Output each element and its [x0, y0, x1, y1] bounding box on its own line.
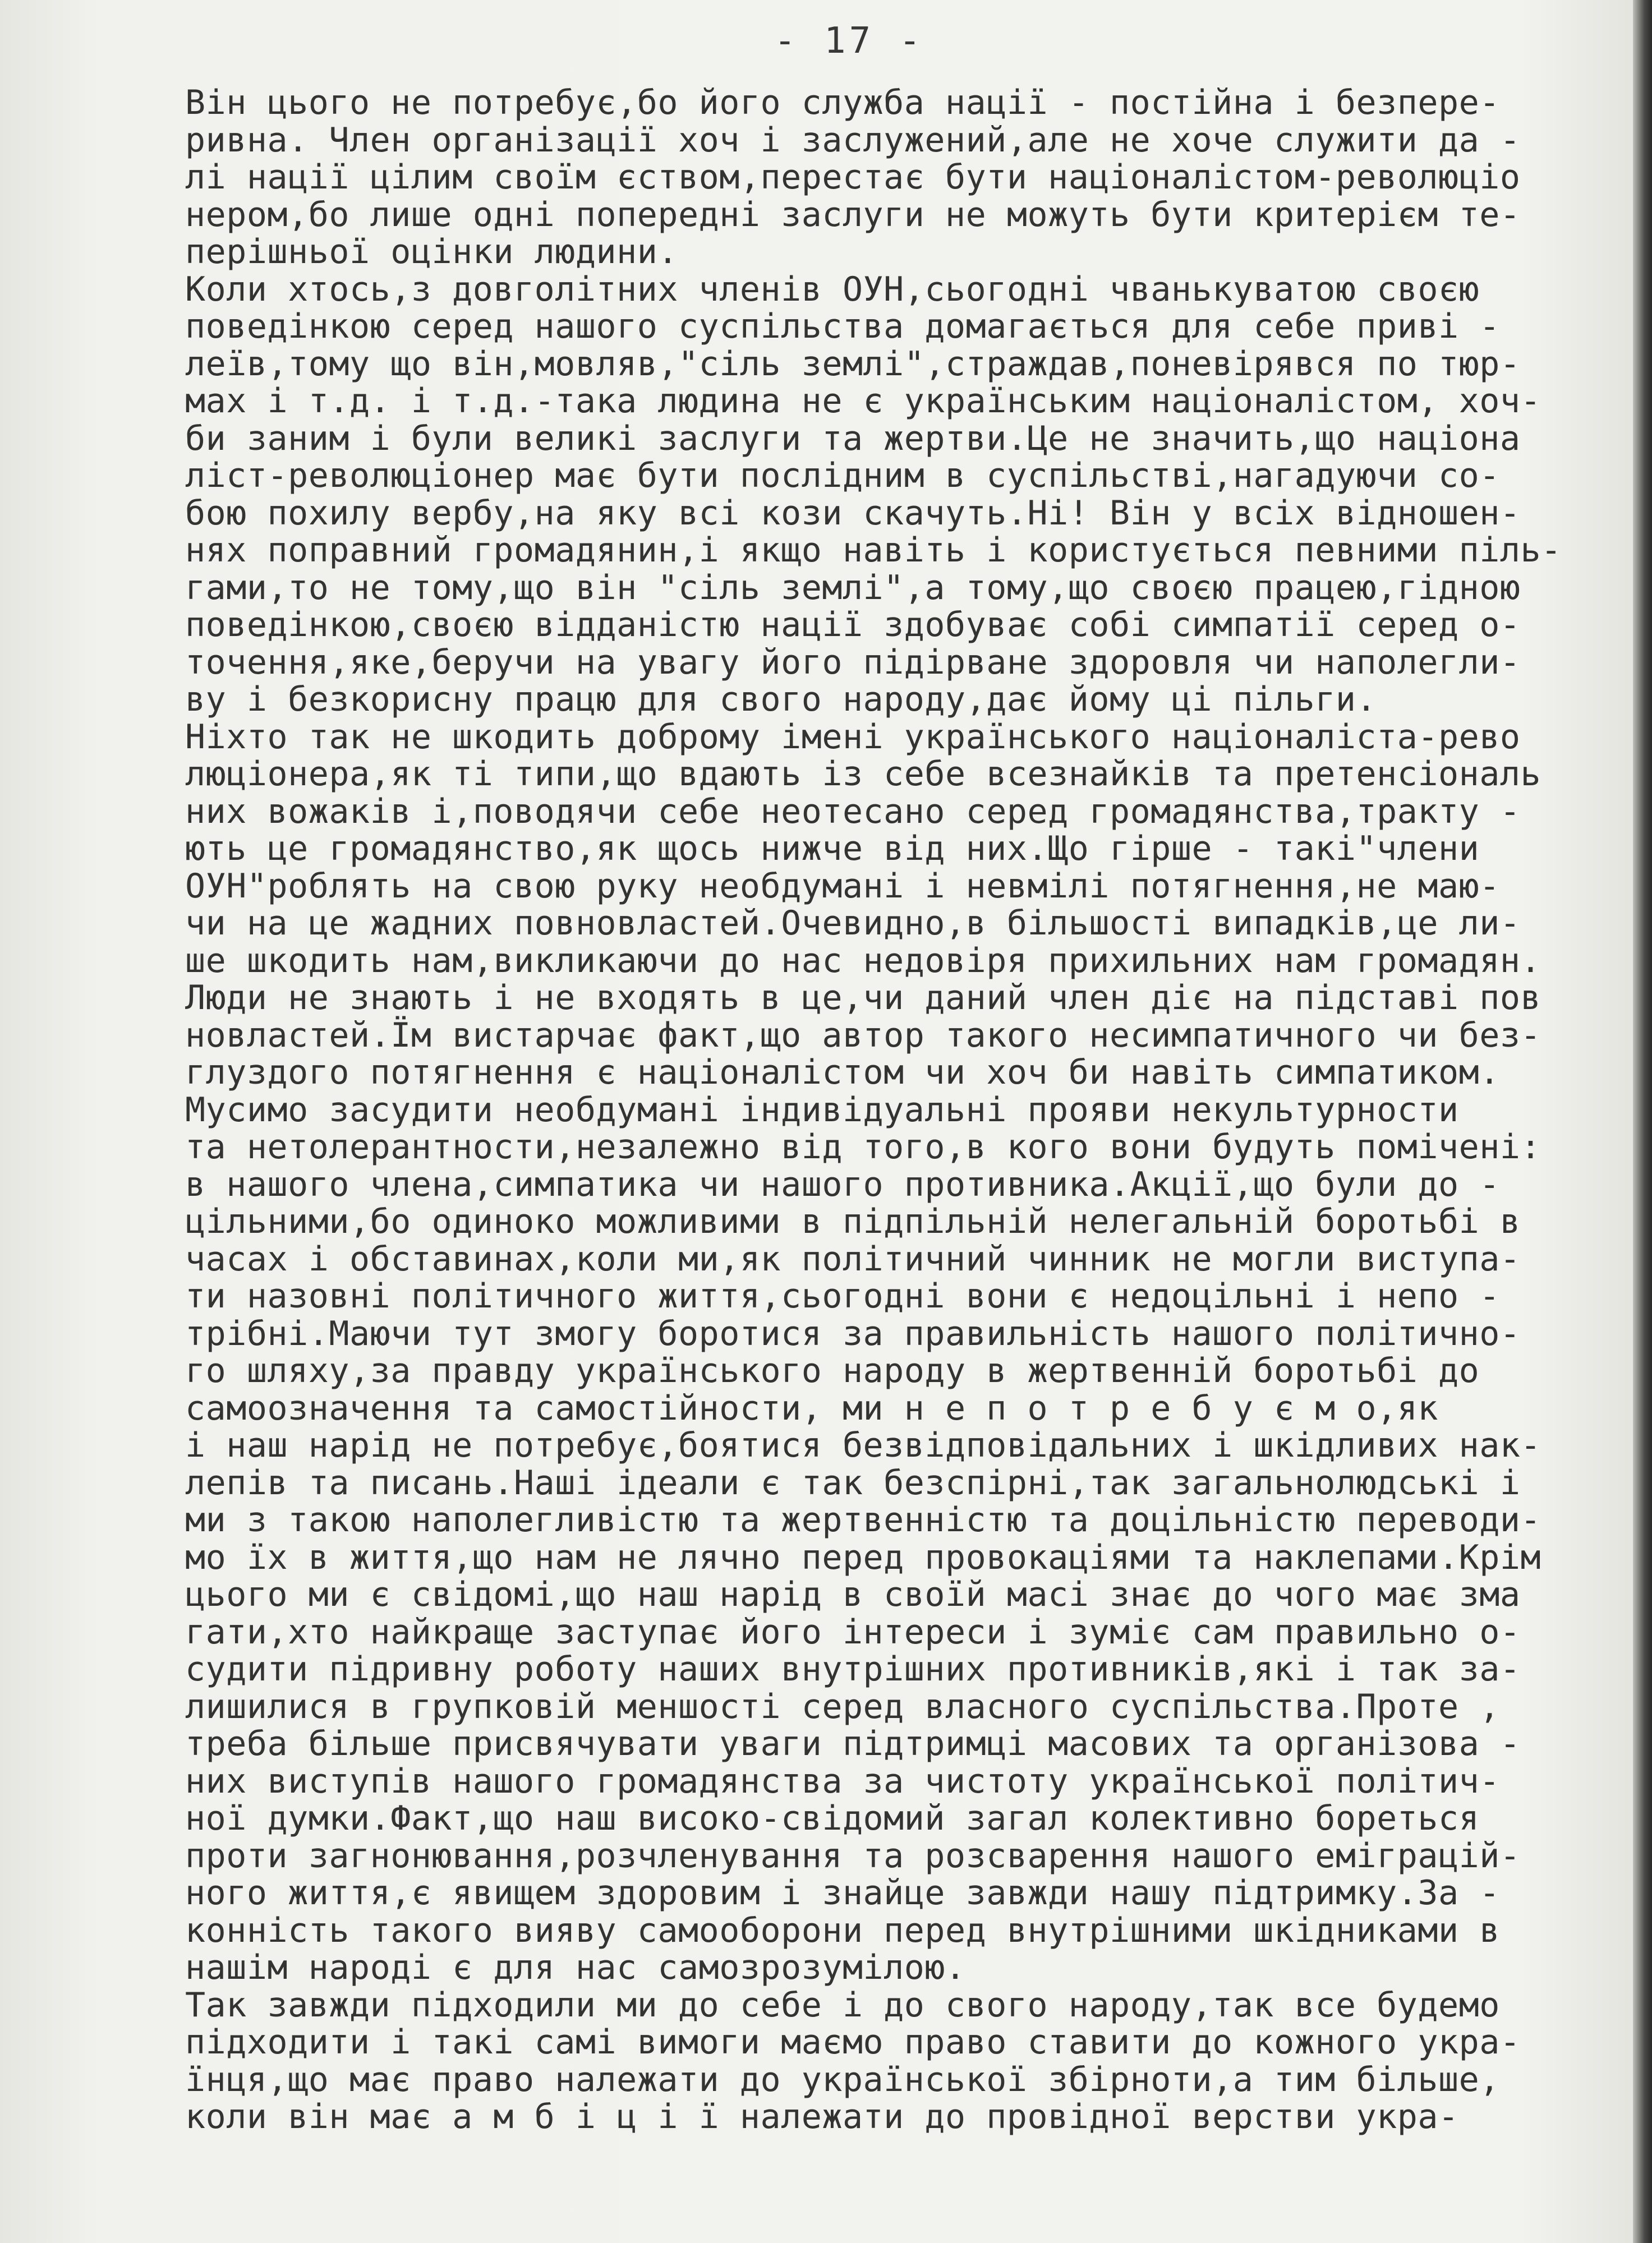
page-number: - 17 -: [774, 20, 924, 62]
text-line: треба більше присвячувати уваги підтримці масових та організова -: [185, 1724, 1521, 1763]
text-line: леїв,тому що він,мовляв,"сіль землі",страждав,поневірявся по тюр-: [185, 344, 1521, 384]
text-line: проти загнонювання,розчленування та розсварення нашого еміграцій-: [185, 1836, 1521, 1876]
text-line: лі нації цілим своїм єством,перестає бути націоналістом-революціо: [185, 158, 1521, 197]
text-line: Люди не знають і не входять в це,чи даний член діє на підставі пов: [185, 978, 1541, 1017]
text-line: трібні.Маючи тут змогу боротися за правильність нашого політично-: [185, 1314, 1521, 1353]
scan-edge-shadow: [1633, 0, 1652, 2243]
text-line: самоозначення та самостійности, ми н е п о т р е б у є м о,як: [185, 1388, 1439, 1428]
text-line: гами,то не тому,що він "сіль землі",а тому,що своєю працею,гідною: [185, 568, 1521, 607]
text-line: би заним і були великі заслуги та жертви.Це не значить,що націона: [185, 418, 1521, 458]
text-line: мах і т.д. і т.д.-така людина не є українським націоналістом, хоч-: [185, 381, 1541, 421]
text-line: їнця,що має право належати до української збірноти,а тим більше,: [185, 2060, 1500, 2099]
text-line: та нетолерантности,незалежно від того,в кого вони будуть помічені:: [185, 1127, 1541, 1167]
text-line: ного життя,є явищем здоровим і знайце завжди нашу підтримку.За -: [185, 1873, 1500, 1913]
text-line: ОУН"роблять на свою руку необдумані і невмілі потягнення,не маю-: [185, 866, 1500, 906]
text-line: нашім народі є для нас самозрозумілою.: [185, 1948, 966, 1987]
text-line: них виступів нашого громадянства за чистоту української політич-: [185, 1761, 1500, 1801]
text-line: коли він має а м б і ц і ї належати до провідної верстви укра-: [185, 2097, 1459, 2136]
text-line: гати,хто найкраще заступає його інтереси і зуміє сам правильно о-: [185, 1612, 1521, 1652]
text-line: нером,бо лише одні попередні заслуги не можуть бути критерієм те-: [185, 195, 1521, 234]
text-line: підходити і такі самі вимоги маємо право ставити до кожного укра-: [185, 2023, 1521, 2062]
text-line: лепів та писань.Наші ідеали є так безспірні,так загальнолюдські і: [185, 1463, 1521, 1503]
text-line: судити підривну роботу наших внутрішних противників,які і так за-: [185, 1650, 1521, 1689]
text-line: Так завжди підходили ми до себе і до свого народу,так все будемо: [185, 1985, 1500, 2025]
text-line: конність такого вияву самооборони перед внутрішними шкідниками в: [185, 1910, 1500, 1950]
text-line: чи на це жадних повновластей.Очевидно,в більшості випадків,це ли-: [185, 904, 1521, 943]
text-line: в нашого члена,симпатика чи нашого противника.Акції,що були до -: [185, 1164, 1500, 1204]
text-line: поведінкою,своєю відданістю нації здобуває собі симпатії серед о-: [185, 605, 1521, 644]
text-line: ми з такою наполегливістю та жертвенністю та доцільністю переводи-: [185, 1500, 1541, 1540]
text-line: новластей.Їм вистарчає факт,що автор такого несимпатичного чи без-: [185, 1015, 1541, 1055]
text-line: Він цього не потребує,бо його служба нації - постійна і безпере-: [185, 83, 1500, 122]
text-line: Мусимо засудити необдумані індивідуальні прояви некультурности: [185, 1090, 1459, 1130]
text-line: ють це громадянство,як щось нижче від них.Що гірше - такі"члени: [185, 829, 1480, 868]
text-line: люціонера,як ті типи,що вдають із себе всезнайків та претенсіональ: [185, 754, 1541, 794]
text-line: ше шкодить нам,викликаючи до нас недовіря прихильних нам громадян.: [185, 941, 1541, 980]
text-line: мо їх в життя,що нам не лячно перед провокаціями та наклепами.Крім: [185, 1537, 1541, 1577]
text-line: лишилися в групковій меншості серед власного суспільства.Проте ,: [185, 1687, 1500, 1726]
text-line: бою похилу вербу,на яку всі кози скачуть.Ні! Він у всіх відношен-: [185, 493, 1521, 533]
text-line: перішньої оцінки людини.: [185, 232, 678, 271]
text-line: глуздого потягнення є націоналістом чи хоч би навіть симпатиком.: [185, 1053, 1500, 1092]
text-line: ривна. Член організації хоч і заслужений,але не хоче служити да -: [185, 120, 1521, 160]
text-line: нях поправний громадянин,і якщо навіть і користується певними піль-: [185, 531, 1562, 570]
text-line: ліст-революціонер має бути послідним в суспільстві,нагадуючи со-: [185, 456, 1500, 495]
text-line: них вожаків і,поводячи себе неотесано серед громадянства,тракту -: [185, 791, 1521, 831]
text-line: Коли хтось,з довголітних членів ОУН,сьогодні чванькуватою своєю: [185, 269, 1480, 309]
text-line: ву і безкорисну працю для свого народу,дає йому ці пільги.: [185, 680, 1377, 719]
text-line: точення,яке,беручи на увагу його підірване здоровля чи наполегли-: [185, 642, 1521, 682]
body-text: [185, 84, 1604, 2136]
text-line: ної думки.Факт,що наш високо-свідомий загал колективно бореться: [185, 1799, 1480, 1838]
text-line: і наш нарід не потребує,боятися безвідповідальних і шкідливих нак-: [185, 1426, 1541, 1465]
text-line: цього ми є свідомі,що наш нарід в своїй масі знає до чого має зма: [185, 1575, 1521, 1614]
text-line: цільними,бо одиноко можливими в підпільній нелегальній боротьбі в: [185, 1202, 1521, 1241]
text-line: го шляху,за правду українського народу в жертвенній боротьбі до: [185, 1351, 1480, 1390]
text-line: Ніхто так не шкодить доброму імені українського націоналіста-рево: [185, 717, 1521, 757]
text-line: поведінкою серед нашого суспільства домагається для себе приві -: [185, 307, 1500, 346]
text-line: ти назовні політичного життя,сьогодні вони є недоцільні і непо -: [185, 1277, 1500, 1316]
text-line: часах і обставинах,коли ми,як політичний чинник не могли виступа-: [185, 1239, 1521, 1279]
